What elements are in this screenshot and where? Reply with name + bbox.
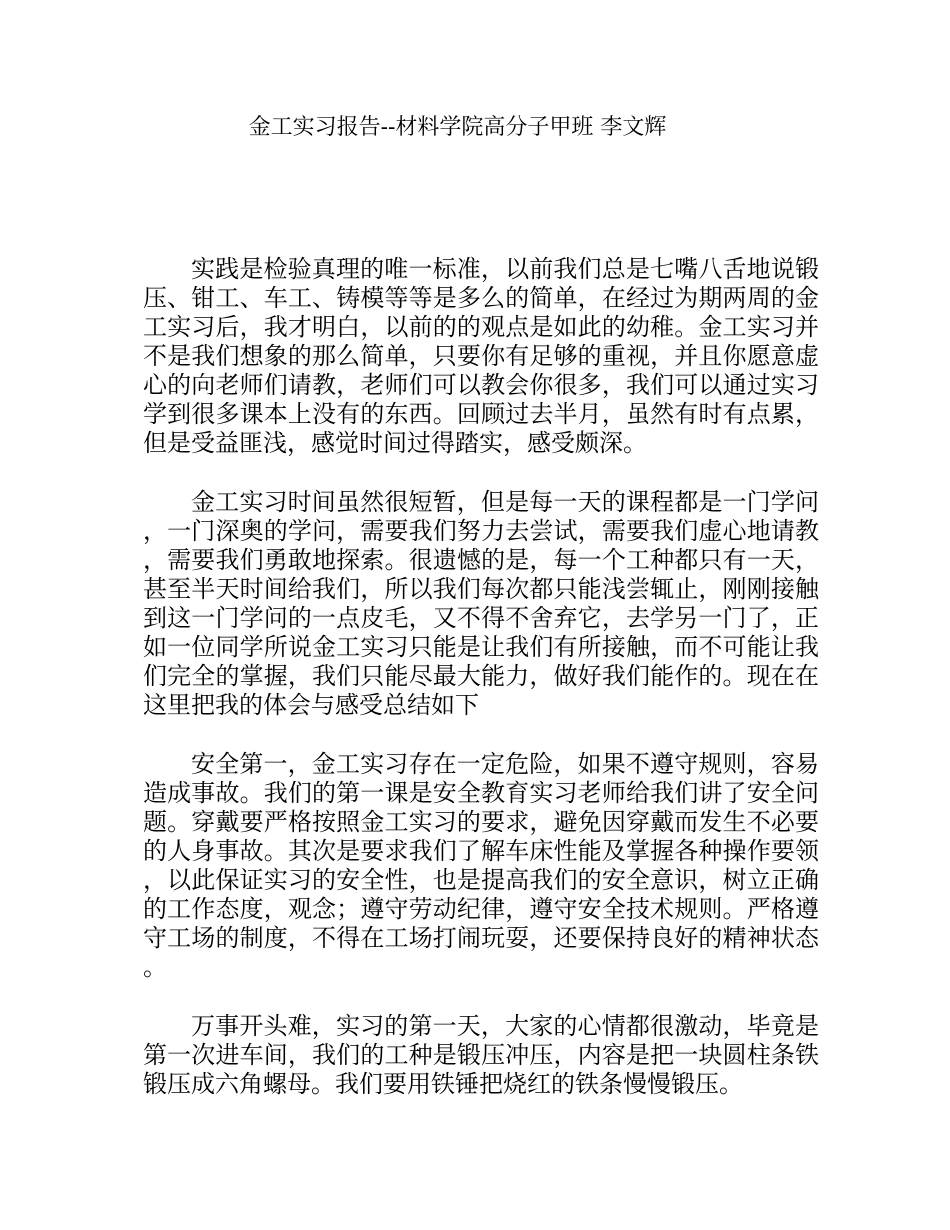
paragraph-1: 实践是检验真理的唯一标准，以前我们总是七嘴八舌地说锻压、钳工、车工、铸模等等是多么的简单，在经过为期两周的金工实习后，我才明白，以前的的观点是如此的幼稚。金工实习并不是我们想象的那么简单，只要你有足够的重视，并且你愿意虚心的向老师们请教，老师们可以教会你很多，我们可以通过实习学到很多课本上没有的东西。回顾过去半月，虽然有时有点累，但是受益匪浅，感觉时间过得踏实，感受颇深。 — [143, 255, 819, 457]
paragraph-2: 金工实习时间虽然很短暂，但是每一天的课程都是一门学问，一门深奥的学问，需要我们努力去尝试，需要我们虚心地请教，需要我们勇敢地探索。很遗憾的是，每一个工种都只有一天，甚至半天时间给我们，所以我们每次都只能浅尝辄止，刚刚接触到这一门学问的一点皮毛，又不得不舍弃它，去学另一门了，正如一位同学所说金工实习只能是让我们有所接触，而不可能让我们完全的掌握，我们只能尽最大能力，做好我们能作的。现在在这里把我的体会与感受总结如下 — [143, 488, 819, 719]
paragraph-4: 万事开头难，实习的第一天，大家的心情都很激动，毕竟是第一次进车间，我们的工种是锻压冲压，内容是把一块圆柱条铁锻压成六角螺母。我们要用铁锤把烧红的铁条慢慢锻压。 — [143, 1012, 819, 1098]
document-title: 金工实习报告--材料学院高分子甲班 李文辉 — [248, 115, 667, 140]
paragraph-3: 安全第一，金工实习存在一定危险，如果不遵守规则，容易造成事故。我们的第一课是安全教育实习老师给我们讲了安全问题。穿戴要严格按照金工实习的要求，避免因穿戴而发生不必要的人身事故。其次是要求我们了解车床性能及掌握各种操作要领，以此保证实习的安全性，也是提高我们的安全意识，树立正确的工作态度，观念；遵守劳动纪律，遵守安全技术规则。严格遵守工场的制度，不得在工场打闹玩耍，还要保持良好的精神状态。 — [143, 750, 819, 981]
document-body — [143, 255, 819, 1129]
